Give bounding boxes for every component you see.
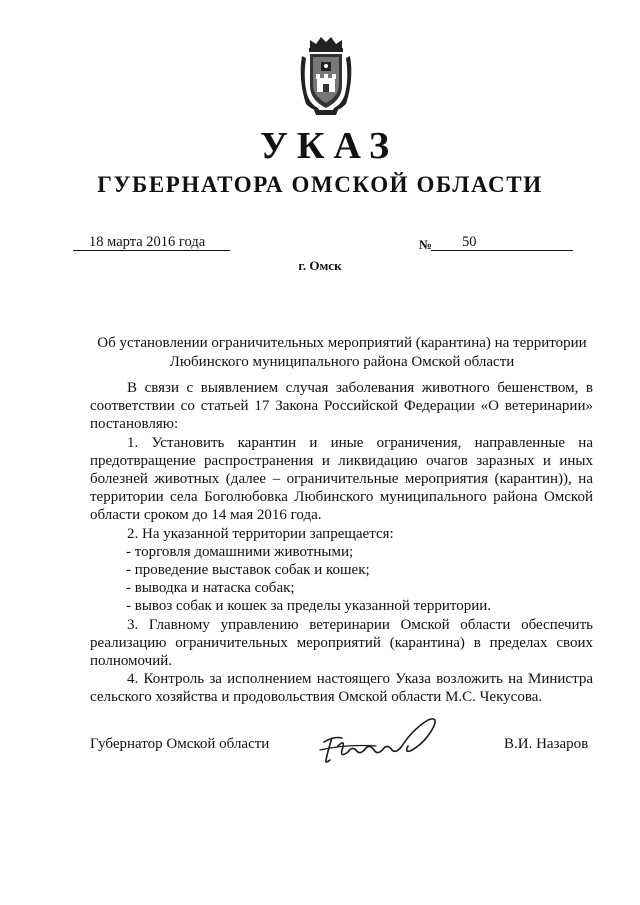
paragraph-item-3: 3. Главному управлению ветеринарии Омской области обеспечить реализацию ограничительных мероприятий (карантина) в пределах своих полномочий. xyxy=(90,616,593,670)
document-number: 50 xyxy=(462,234,477,250)
date-underline xyxy=(73,250,230,251)
number-sign: № xyxy=(419,237,433,252)
document-body xyxy=(90,379,593,707)
list-item: - выводка и натаска собак; xyxy=(126,580,295,597)
signatory-position: Губернатор Омской области xyxy=(90,736,270,752)
number-underline xyxy=(431,250,573,251)
document-subject: Об установлении ограничительных мероприятий (карантина) на территории Любинского муниципального района Омской области xyxy=(97,335,587,370)
document-city: г. Омск xyxy=(298,258,342,273)
paragraph-preamble: В связи с выявлением случая заболевания животного бешенством, в соответствии со статьей 17 Закона Российской Федерации «О ветеринарии» постановляю: xyxy=(90,380,593,433)
paragraph-item-1: 1. Установить карантин и иные ограничения, направленные на предотвращение распространения и ликвидацию очагов заразных и иных болезней животных (далее – ограничительные мероприятия (карантин)), на территории села Боголюбовка Любинского муниципального района Омской области сроком до 14 мая 2016 года. xyxy=(90,434,593,524)
omsk-coat-of-arms-icon xyxy=(296,34,356,116)
handwritten-signature-icon xyxy=(316,716,446,766)
document-issuer: ГУБЕРНАТОРА ОМСКОЙ ОБЛАСТИ xyxy=(97,172,543,197)
document-date: 18 марта 2016 года xyxy=(89,234,206,250)
paragraph-item-4: 4. Контроль за исполнением настоящего Указа возложить на Министра сельского хозяйства и продовольствия Омской области М.С. Чекусова. xyxy=(90,671,593,706)
list-item: - торговля домашними животными; xyxy=(126,543,354,560)
signatory-name: В.И. Назаров xyxy=(504,736,589,752)
document-title: УКАЗ xyxy=(260,125,398,167)
paragraph-item-2: 2. На указанной территории запрещается: xyxy=(127,525,394,542)
list-item: - вывоз собак и кошек за пределы указанной территории. xyxy=(126,598,492,615)
list-item: - проведение выставок собак и кошек; xyxy=(126,562,370,579)
